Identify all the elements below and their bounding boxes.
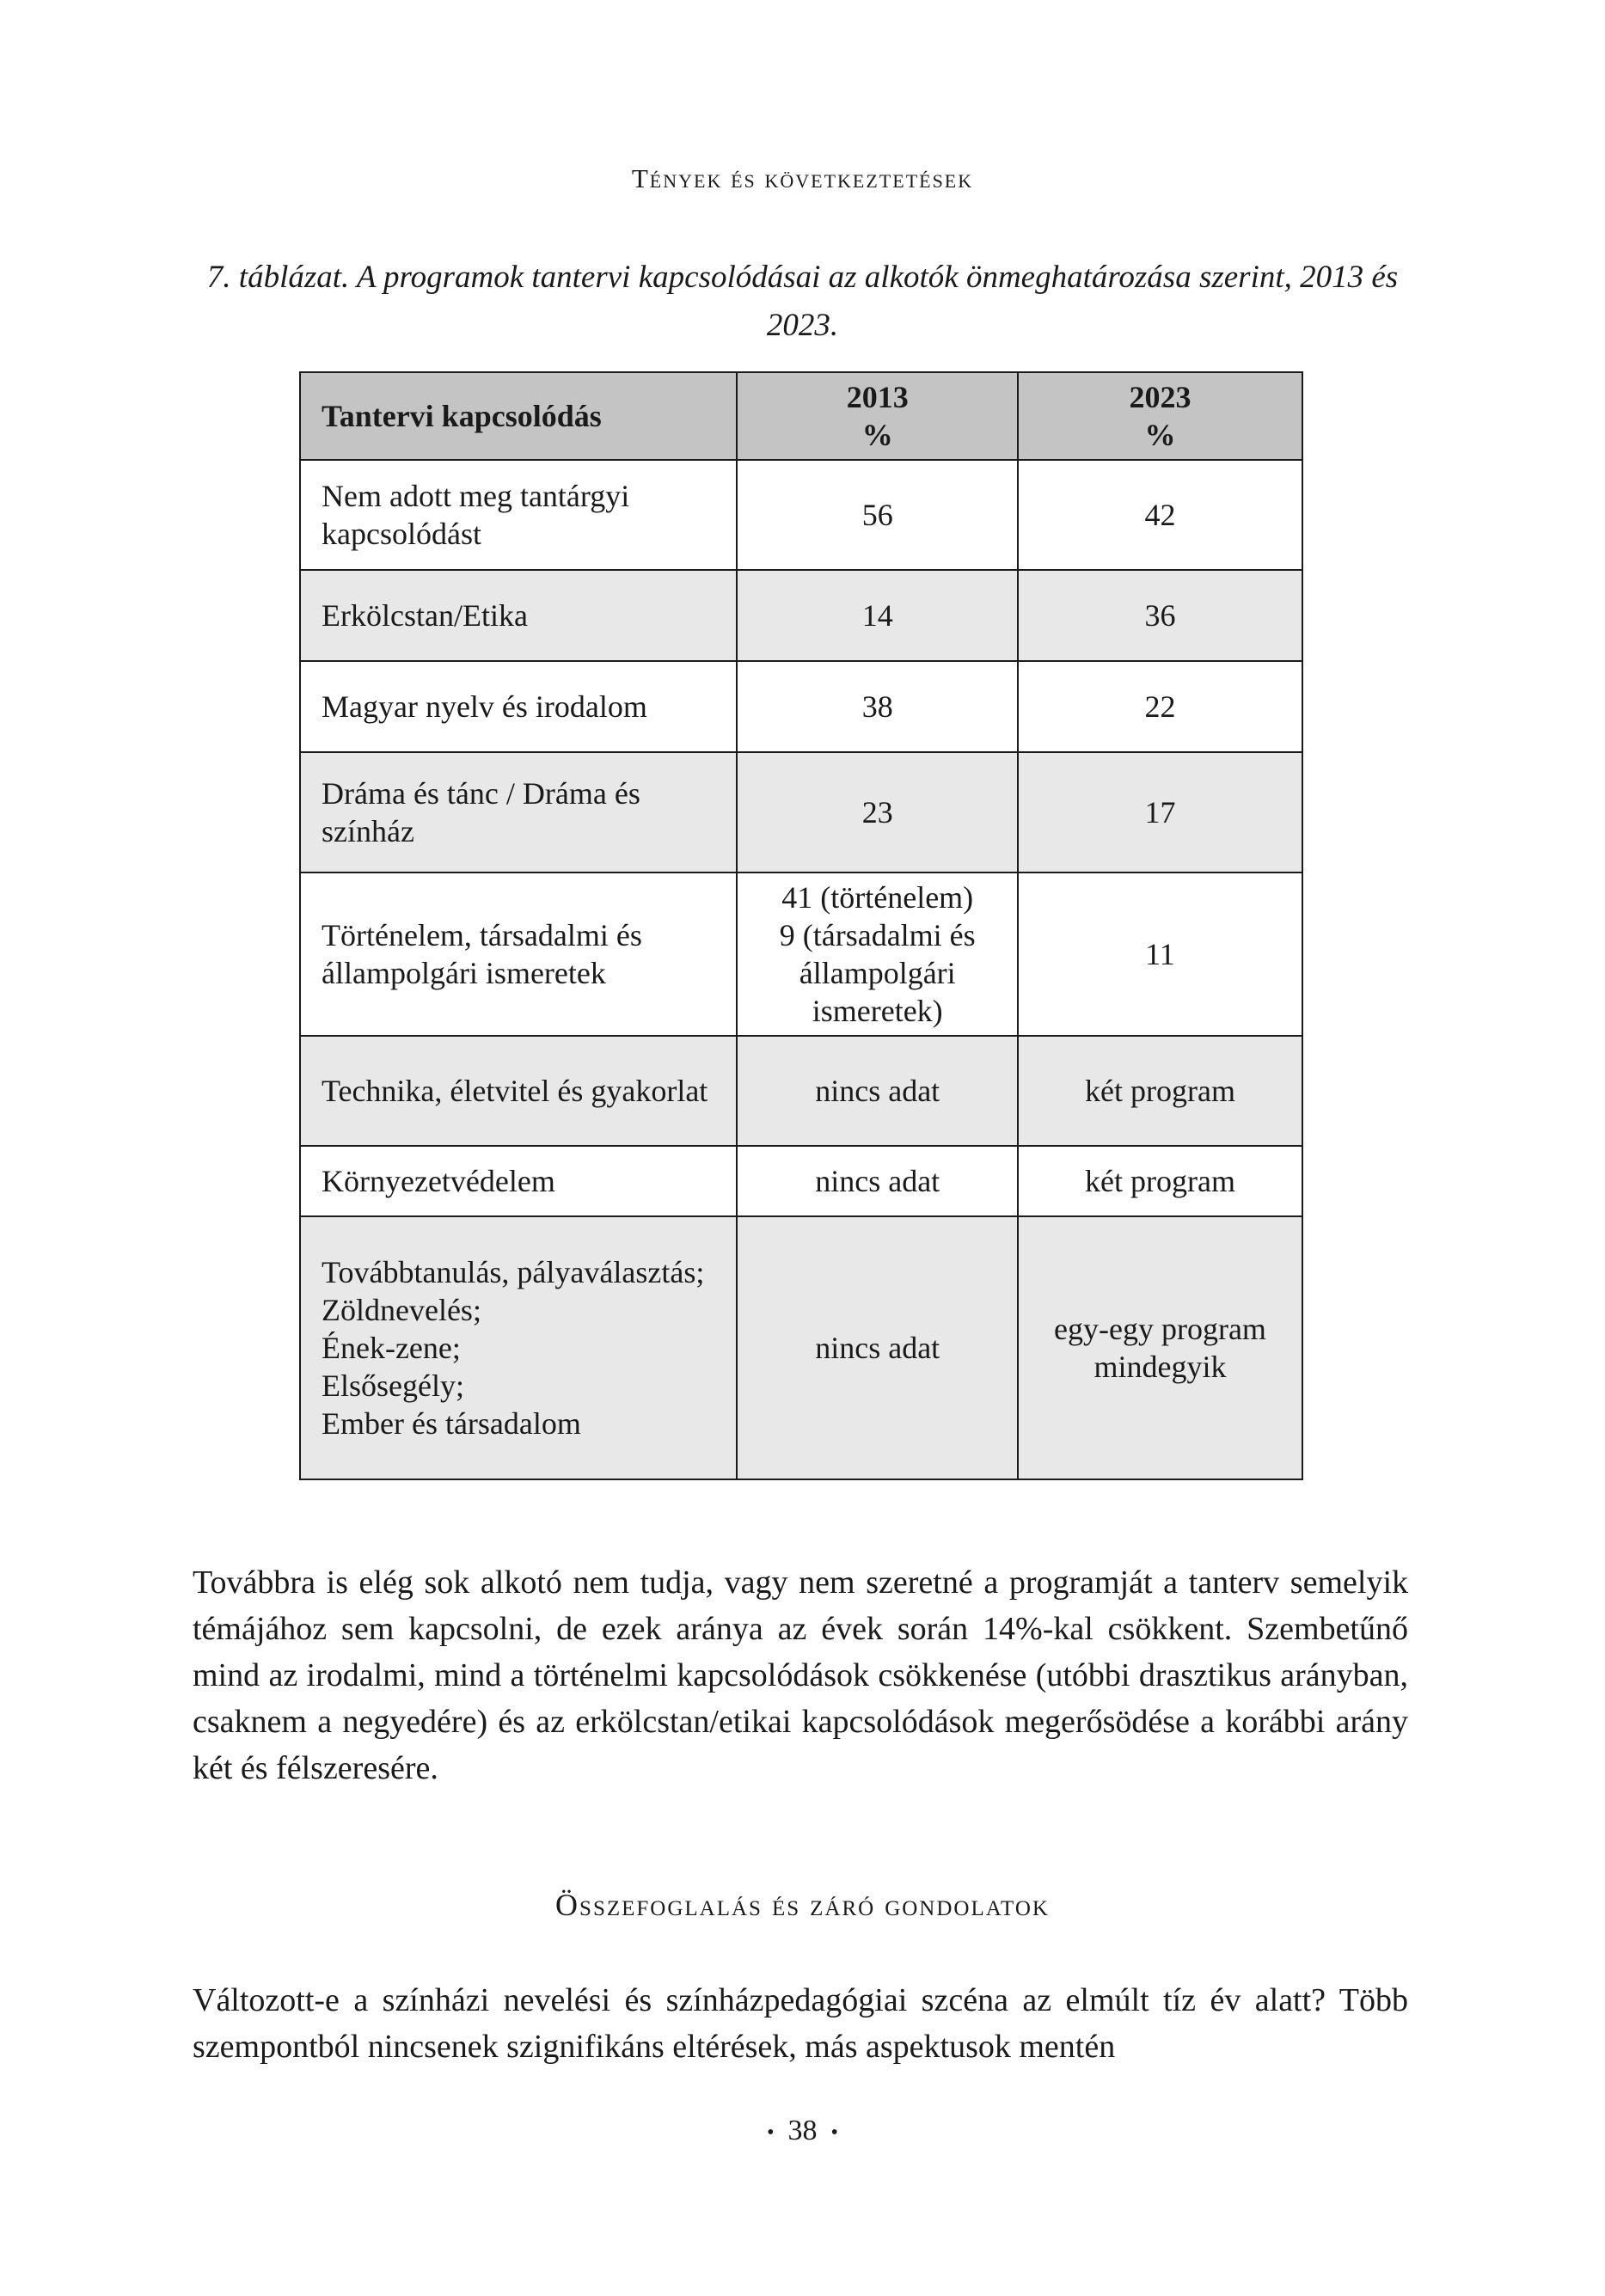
table-header-row: [300, 372, 1302, 460]
row-label-line: Továbbtanulás, pályaválasztás;: [322, 1255, 705, 1289]
bullet-icon: •: [767, 2121, 775, 2144]
table-row: [300, 1146, 1302, 1216]
header-2023-unit: %: [1144, 418, 1176, 452]
value-2013: nincs adat: [737, 1216, 1018, 1479]
table-caption: 7. táblázat. A programok tantervi kapcsolódásai az alkotók önmeghatározása szerint, 2013 és 2023.: [206, 260, 1399, 343]
table-row: [300, 661, 1302, 752]
bullet-icon: •: [830, 2121, 838, 2144]
table-row: [300, 1036, 1302, 1146]
row-label: Magyar nyelv és irodalom: [300, 661, 737, 752]
header-2023: [1018, 372, 1302, 460]
value-2013: 14: [737, 570, 1018, 661]
row-label: [300, 1216, 737, 1479]
row-label: Technika, életvitel és gyakorlat: [300, 1036, 737, 1146]
value-2013: 38: [737, 661, 1018, 752]
value-2013: 56: [737, 460, 1018, 570]
page-number-value: 38: [787, 2115, 818, 2146]
value-2023: két program: [1018, 1036, 1302, 1146]
section-heading: Összefoglalás és záró gondolatok: [555, 1888, 1050, 1922]
curriculum-table: [299, 371, 1303, 1480]
value-2013: [737, 872, 1018, 1036]
value-2023: egy-egy program mindegyik: [1018, 1216, 1302, 1479]
value-2013: nincs adat: [737, 1146, 1018, 1216]
row-label-line: Ének-zene;: [322, 1331, 461, 1365]
row-label: Erkölcstan/Etika: [300, 570, 737, 661]
header-2013-year: 2013: [846, 380, 909, 414]
value-2023: 11: [1018, 872, 1302, 1036]
value-2013-civics: 9 (társadalmi és állampolgári ismeretek): [779, 918, 976, 1028]
value-2013: nincs adat: [737, 1036, 1018, 1146]
row-label-line: Ember és társadalom: [322, 1406, 581, 1441]
header-2013: [737, 372, 1018, 460]
header-label: Tantervi kapcsolódás: [300, 372, 737, 460]
page-number: [0, 2115, 1605, 2147]
table-row: [300, 570, 1302, 661]
table-row: [300, 752, 1302, 872]
row-label-line: Elsősegély;: [322, 1368, 464, 1403]
table-row: [300, 872, 1302, 1036]
value-2013-history: 41 (történelem): [781, 880, 974, 915]
body-paragraph: Továbbra is elég sok alkotó nem tudja, vagy nem szeretné a programját a tanterv semelyik témájához sem kapcsolni, de ezek aránya az évek során 14%-kal csökkent. Szembetűnő mind az irodalmi, mind a történelmi kapcsolódások csökkenése (utóbbi drasztikus arányban, csaknem a negyedére) és az erkölcstan/etikai kapcsolódások megerősödése a korábbi arány két és félszeresére.: [193, 1564, 1408, 1786]
value-2023: 17: [1018, 752, 1302, 872]
body-paragraph: Változott-e a színházi nevelési és színházpedagógiai szcéna az elmúlt tíz év alatt? Több szempontból nincsenek szignifikáns eltérések, más aspektusok mentén: [193, 1982, 1408, 2065]
value-2023: 42: [1018, 460, 1302, 570]
row-label: Történelem, társadalmi és állampolgári ismeretek: [300, 872, 737, 1036]
row-label: Nem adott meg tantárgyi kapcsolódást: [300, 460, 737, 570]
row-label: Dráma és tánc / Dráma és színház: [300, 752, 737, 872]
header-2013-unit: %: [861, 418, 893, 452]
row-label-line: Zöldnevelés;: [322, 1293, 481, 1327]
table-row: [300, 460, 1302, 570]
header-2023-year: 2023: [1129, 380, 1191, 414]
row-label: Környezetvédelem: [300, 1146, 737, 1216]
table-row: [300, 1216, 1302, 1479]
value-2023: 22: [1018, 661, 1302, 752]
value-2023: két program: [1018, 1146, 1302, 1216]
value-2023: 36: [1018, 570, 1302, 661]
value-2013: 23: [737, 752, 1018, 872]
running-head: Tények és következtetések: [631, 163, 974, 193]
